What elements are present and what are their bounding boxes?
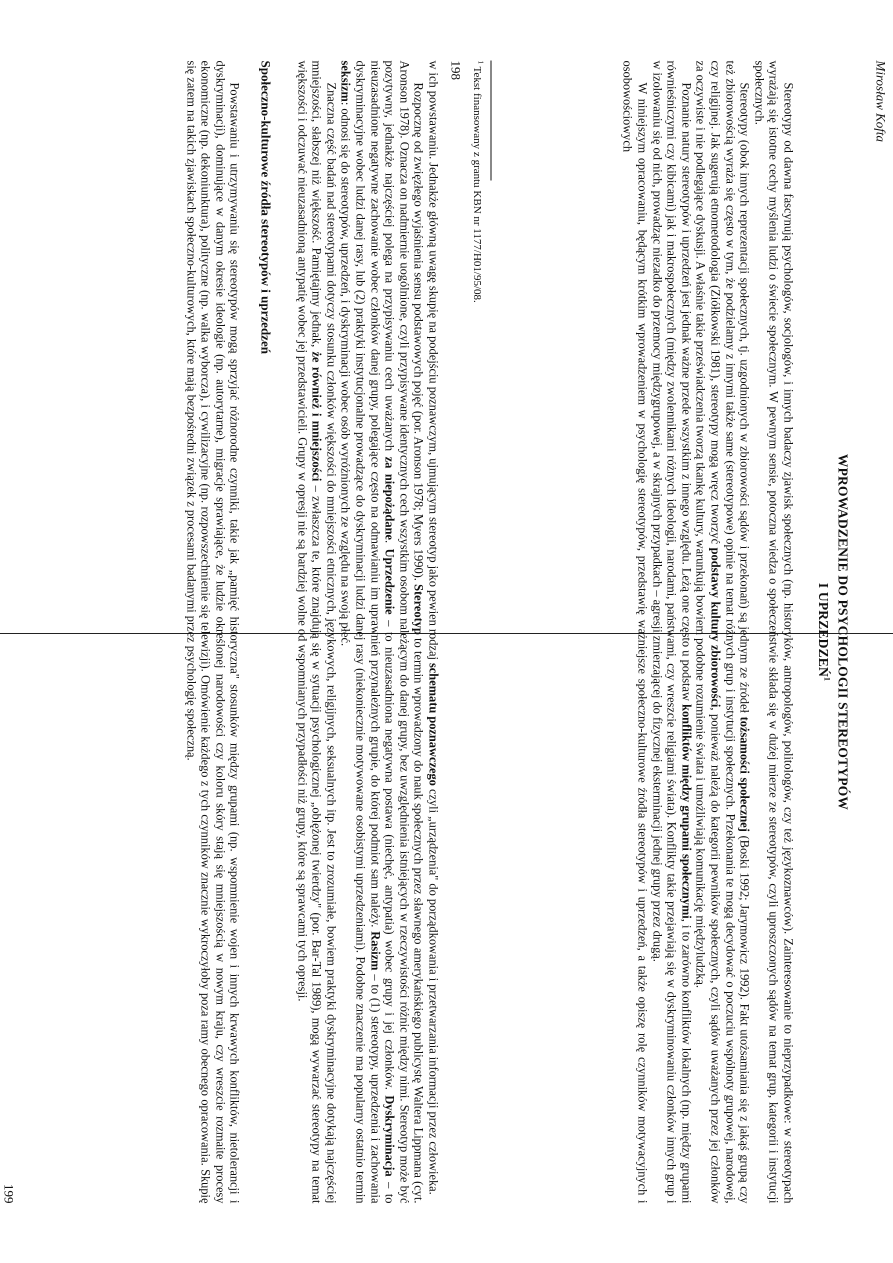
paragraph: Znaczna część badań nad stereotypami dotyczy stosunku członków większości do mniejszości etnicznych, językowych, religijnych, seksualnych itp. Jest to zrozumiałe, bowiem praktyki dyskryminacyjne dotykają najczęściej mniejszości, słabszej niż większość. Pamiętajmy jednak, że również i mniejszości – zwłaszcza te, które znajdują się w sytuacji psychologicznej „oblężonej twierdzy" (por. Bar-Tal 1989), mogą wywarzać stereotypy na temat większości i odczuwać nieuzasadnioną antypatię wobec jej przedstawicieli. Grupy w opresji nie są bardziej wolne od wspomnianych przypadłości niż grupy, które są sprawcami tych opresji. — [294, 60, 338, 1203]
paragraph: Powstawaniu i utrzymywaniu się stereotypów mogą sprzyjać różnorodne czynniki, takie jak „pamięć historyczna" stosunków między grupami (np. wspomnienie wojen i innych krwawych konfliktów, nietolerancji i dyskryminacji), dominujące w danym okresie ideologie (np. autorytarne), migracje sprawiające, że ludzie określonej narodowości czy koloru skóry stają się mniejszością w nowym kraju, czy wreszcie rozmaite procesy ekonomiczne (np. dekoniunktura), polityczne (np. walka wyborcza), i cywilizacyjne (np. rozpowszechnienie się telewizji). Omówienie każdego z tych czynników znacznie wykroczyłoby poza ramy obecnego opracowania. Skupię się zatem na takich zjawiskach społeczno-kulturowych, które mają bezpośredni związek z procesami badanymi przez psychologię społeczną. — [183, 60, 242, 1203]
footnote — [469, 60, 491, 480]
paragraph: W niniejszym opracowaniu, będącym krótkim wprowadzeniem w psychologię stereotypów, przedstawię ważniejsze społeczno-kulturowe źródła stereotypów i uprzedzeń, a także opiszę rolę czynników motywacyjnych i osobowościowych — [620, 60, 649, 1203]
paragraph: Rozpocznę od zwięzłego wyjaśnienia sensu podstawowych pojęć (por. Aronson 1978; Myers 1990). Stereotyp to termin wprowadzony do nauk społecznych przez sławnego amerykańskiego publicystę Waltera Lippmana (cyt. Aronson 1978). Oznacza on nadmiernie uogólnione, czyli przypisywane identycznych cech wszystkim osobom należącym do danej grupy, bez uwzględnienia istniejących w rzeczywistości różnic między nimi. Stereotyp może być pozytywny, jednakże najczęściej polega na przypisywaniu cech uważanych za niepożądane. Uprzedzenie – to nieuzasadniona negatywna postawa (niechęć, antypatia) wobec grupy i jej członków. Dyskryminacja – to nieuzasadnione negatywne zachowanie wobec członków danej grupy, polegające często na odmawianiu im uprawnień przynależnych grupie, do której podmiot sam należy. Rasizm – to (1) stereotypy, uprzedzenia i zachowania dyskryminacyjne wobec ludzi danej rasy, lub (2) praktyki instytucjonalne prowadzące do dyskryminacji ludzi danej rasy (niekoniecznie motywowane osobistymi uprzedzeniami). Podobne znaczenie ma popularny ostatnio termin seksizm: odnosi się do stereotypów, uprzedzeń, i dyskryminacji wobec osób wyróżnionych ze względu na swoją płeć. — [338, 60, 426, 1203]
footnote-text: Tekst finansowany z grantu KBN nr 1177/H01/95/08. — [470, 63, 482, 303]
footnote-rule — [490, 60, 491, 180]
paragraph: Stereotypy (obok innych reprezentacji społecznych, tj. uzgodnionych w zbiorowości sądów i przekonań) są jednym ze źródeł tożsamości społecznej (Boski 1992; Jarymowicz 1992). Fakt utożsamiania się z jakąś grupą czy też zbiorowością wyraża się często w tym, że podzielamy z innymi także same (stereotypowe) opinie na temat różnych grup i instytucji społecznych. Przekonania te mogą decydować o poczuciu wspólnoty grupowej, narodowej, czy religijnej. Jak sugerują etnometodologia (Ziółkowski 1981), stereotypy mogą wręcz tworzyć podstawy kultury zbiorowości, ponieważ należą do kategorii pewników społecznych, czyli sądów uważanych przez jej członków za oczywiste i nie podlegające dyskusji. A właśnie takie przeświadczenia tworzą tkankę kultury, warunkują bowiem podobne rozumienie świata i umożliwiają komunikację międzyludzką. — [693, 60, 752, 1203]
chapter-title — [815, 60, 851, 1203]
page-199-content — [0, 60, 440, 1203]
footnote-mark: 1 — [475, 60, 484, 64]
page-number: 198 — [447, 60, 463, 80]
section-title: Społeczno-kulturowe źródła stereotypów i uprzedzeń — [258, 60, 274, 354]
page-198 — [447, 0, 893, 1263]
paragraph: Stereotypy od dawna fascynują psychologów, socjologów, i innych badaczy zjawisk społecznych (np. historyków, antropologów, politologów, czy też językoznawców). Zainteresowanie to nieprzypadkowe: w stereotypach wyrażają się istotne cechy myślenia ludzi o świecie społecznym. W pewnym sensie, potoczna wiedza o społeczeństwie składa się w dużej mierze ze stereotypów, czyli uproszczonych sądów na temat grup, kategorii i instytucji społecznych. — [751, 60, 795, 1203]
chapter-title-line2: I UPRZEDZEŃ$^1$ — [815, 582, 832, 681]
title-footnote-mark: 1 — [822, 676, 832, 681]
paragraph: Poznanie natury stereotypów i uprzedzeń jest jednak ważne przede wszystkim z innego względu. Leżą one często u podstaw konfliktów między grupami społecznymi, i to zarówno konfliktów lokalnych (np. między grupami równieśniczymi czy kibicami) jak i makrospołecznych (między zwolennikami różnych ideologii, narodami, państwami, czy wreszcie religiami świata). Konflikty takie przejawiają się w dyskryminowaniu członków innych grup i w izolowaniu się od nich, prowadząc niezadko do przemocy międzygrupowej, a w skrajnych przypadkach – agresji zmierzającej do fizycznej eksterminacji jednej grupy przez drugą. — [649, 60, 693, 1204]
page-number: 199 — [0, 1183, 16, 1203]
chapter-title-line1: WPROWADZENIE DO PSYCHOLOGII STEREOTYPÓW — [835, 453, 851, 810]
paragraph: w ich powstawaniu. Jednakże główną uwagę skupię na podejściu poznawczym, ujmującym stereotyp jako pewien rodzaj schematu poznawczego czyli „urządzenia" do porządkowania i przetwarzania informacji przez człowieka. — [426, 60, 440, 1195]
author-name: Mirosław Kofta — [873, 60, 888, 142]
page-198-content — [447, 60, 887, 1203]
page-199 — [0, 0, 446, 1263]
